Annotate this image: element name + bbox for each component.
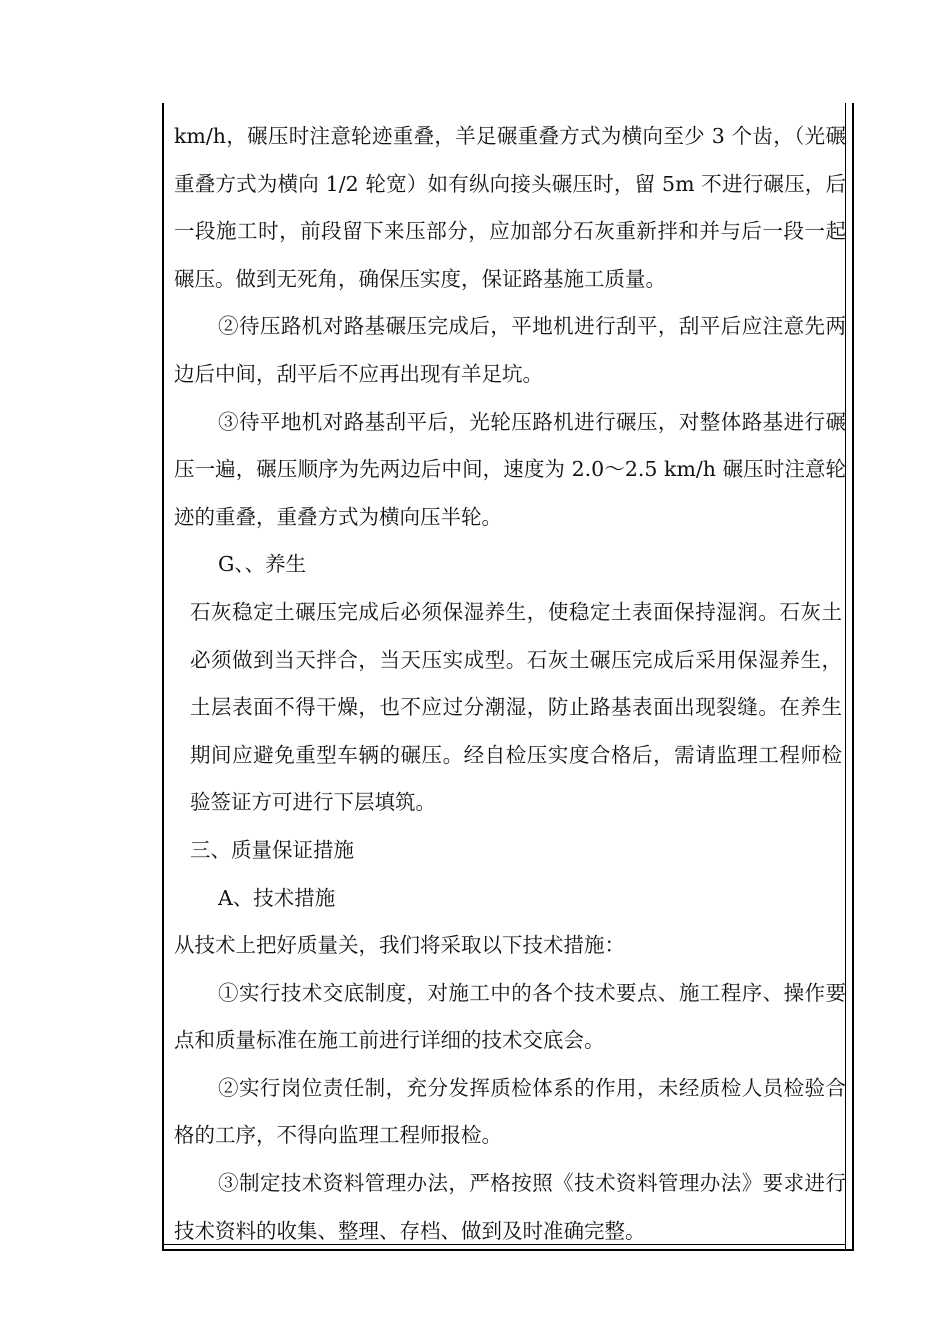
paragraph-grading: ②待压路机对路基碾压完成后，平地机进行刮平，刮平后应注意先两边后中间，刮平后不应再出现有羊足坑。 xyxy=(174,314,846,386)
document-body xyxy=(174,113,846,1255)
paragraph-records-management: ③制定技术资料管理办法，严格按照《技术资料管理办法》要求进行技术资料的收集、整理、存档、做到及时准确完整。 xyxy=(174,1171,846,1243)
heading-technical-measures: A、技术措施 xyxy=(218,885,336,910)
paragraph-smooth-roller: ③待平地机对路基刮平后，光轮压路机进行碾压，对整体路基进行碾压一遍，碾压顺序为先两边后中间，速度为 2.0～2.5 km/h 碾压时注意轮迹的重叠，重叠方式为横向压半轮。 xyxy=(174,409,846,529)
heading-curing: G、、养生 xyxy=(218,552,307,577)
paragraph-compaction-notes: km/h，碾压时注意轮迹重叠，羊足碾重叠方式为横向至少 3 个齿，（光碾重叠方式为横向 1/2 轮宽）如有纵向接头碾压时，留 5m 不进行碾压，后一段施工时，前段留下来压部分，应加部分石灰重新拌和并与后一段一起碾压。做到无死角，确保压实度，保证路基施工质量。 xyxy=(174,124,846,291)
paragraph-technical-intro: 从技术上把好质量关，我们将采取以下技术措施： xyxy=(174,933,625,958)
paragraph-briefing-system: ①实行技术交底制度，对施工中的各个技术要点、施工程序、操作要点和质量标准在施工前进行详细的技术交底会。 xyxy=(174,980,846,1053)
paragraph-responsibility-system: ②实行岗位责任制，充分发挥质检体系的作用，未经质检人员检验合格的工序，不得向监理工程师报检。 xyxy=(174,1075,846,1148)
paragraph-curing: 石灰稳定土碾压完成后必须保湿养生，使稳定土表面保持湿润。石灰土必须做到当天拌合，当天压实成型。石灰土碾压完成后采用保湿养生，土层表面不得干燥，也不应过分潮湿，防止路基表面出现裂缝。在养生期间应避免重型车辆的碾压。经自检压实度合格后，需请监理工程师检验签证方可进行下层填筑。 xyxy=(190,599,842,815)
heading-quality-measures: 三、质量保证措施 xyxy=(190,837,354,862)
